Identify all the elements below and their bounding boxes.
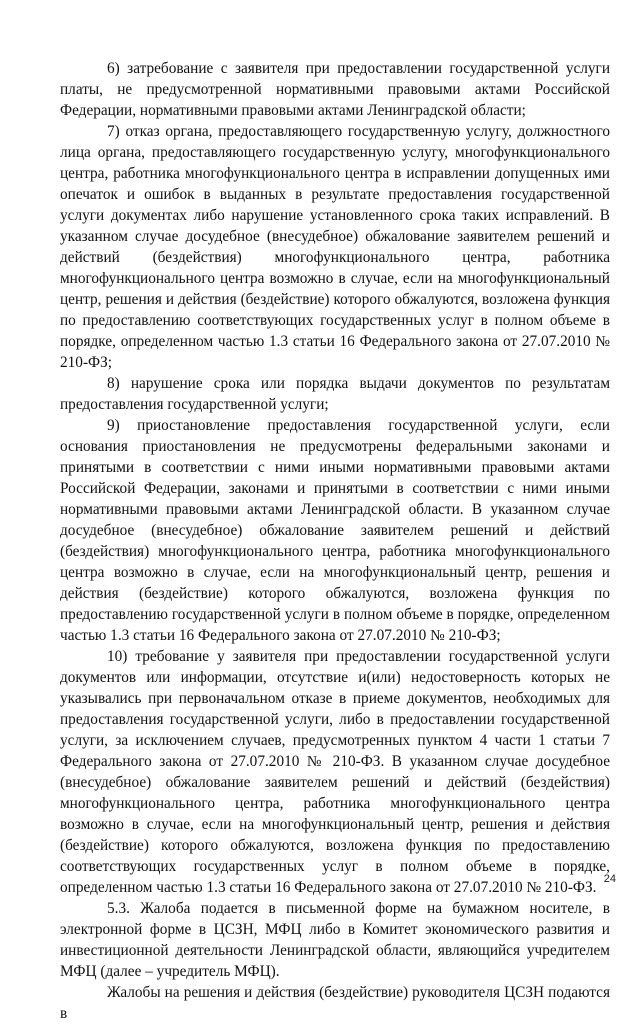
paragraph-complaints: Жалобы на решения и действия (бездействие) руководителя ЦСЗН подаются в [60, 984, 610, 1022]
paragraph-item-10: 10) требование у заявителя при предоставлении государственной услуги документов или информации, отсутствие и(или) недостоверность которых не указывались при первоначальном отказе в приеме документов, необходимых для предоставления государственной услуги, либо в предоставлении государственной услуги, за исключением случаев, предусмотренных пунктом 4 части 1 статьи 7 Федерального закона от 27.07.2010 № 210-ФЗ. В указанном случае досудебное (внесудебное) обжалование заявителем решений и действий (бездействия) многофункционального центра, работника многофункционального центра возможно в случае, если на многофункциональный центр, решения и действия (бездействие) которого обжалуются, возложена функция по предоставлению соответствующих государственных услуг в полном объеме в порядке, определенном частью 1.3 статьи 16 Федерального закона от 27.07.2010 № 210-ФЗ. [60, 648, 610, 896]
paragraph-item-8: 8) нарушение срока или порядка выдачи документов по результатам предоставления государственной услуги; [60, 375, 610, 413]
paragraph-item-6: 6) затребование с заявителя при предоставлении государственной услуги платы, не предусмотренной нормативными правовыми актами Российской Федерации, нормативными правовыми актами Ленинградской области; [60, 60, 610, 119]
page-number: 24 [603, 873, 616, 885]
paragraph-item-7: 7) отказ органа, предоставляющего государственную услугу, должностного лица органа, предоставляющего государственную услугу, многофункционального центра, работника многофункционального центра в исправлении допущенных ими опечаток и ошибок в выданных в результате предоставления государственной услуги документах либо нарушение установленного срока таких исправлений. В указанном случае досудебное (внесудебное) обжалование заявителем решений и действий (бездействия) многофункционального центра, работника многофункционального центра возможно в случае, если на многофункциональный центр, решения и действия (бездействие) которого обжалуются, возложена функция по предоставлению соответствующих государственных услуг в полном объеме в порядке, определенном частью 1.3 статьи 16 Федерального закона от 27.07.2010 № 210-ФЗ; [60, 123, 610, 371]
paragraph-clause-5-3: 5.3. Жалоба подается в письменной форме на бумажном носителе, в электронной форме в ЦСЗН, МФЦ либо в Комитет экономического развития и инвестиционной деятельности Ленинградской области, являющийся учредителем МФЦ (далее – учредитель МФЦ). [60, 900, 610, 980]
document-body [60, 58, 610, 1024]
paragraph-item-9: 9) приостановление предоставления государственной услуги, если основания приостановления не предусмотрены федеральными законами и принятыми в соответствии с ними иными нормативными правовыми актами Российской Федерации, законами и принятыми в соответствии с ними иными нормативными правовыми актами Ленинградской области. В указанном случае досудебное (внесудебное) обжалование заявителем решений и действий (бездействия) многофункционального центра, работника многофункционального центра возможно в случае, если на многофункциональный центр, решения и действия (бездействие) которого обжалуются, возложена функция по предоставлению государственной услуги в полном объеме в порядке, определенном частью 1.3 статьи 16 Федерального закона от 27.07.2010 № 210-ФЗ; [60, 417, 610, 644]
